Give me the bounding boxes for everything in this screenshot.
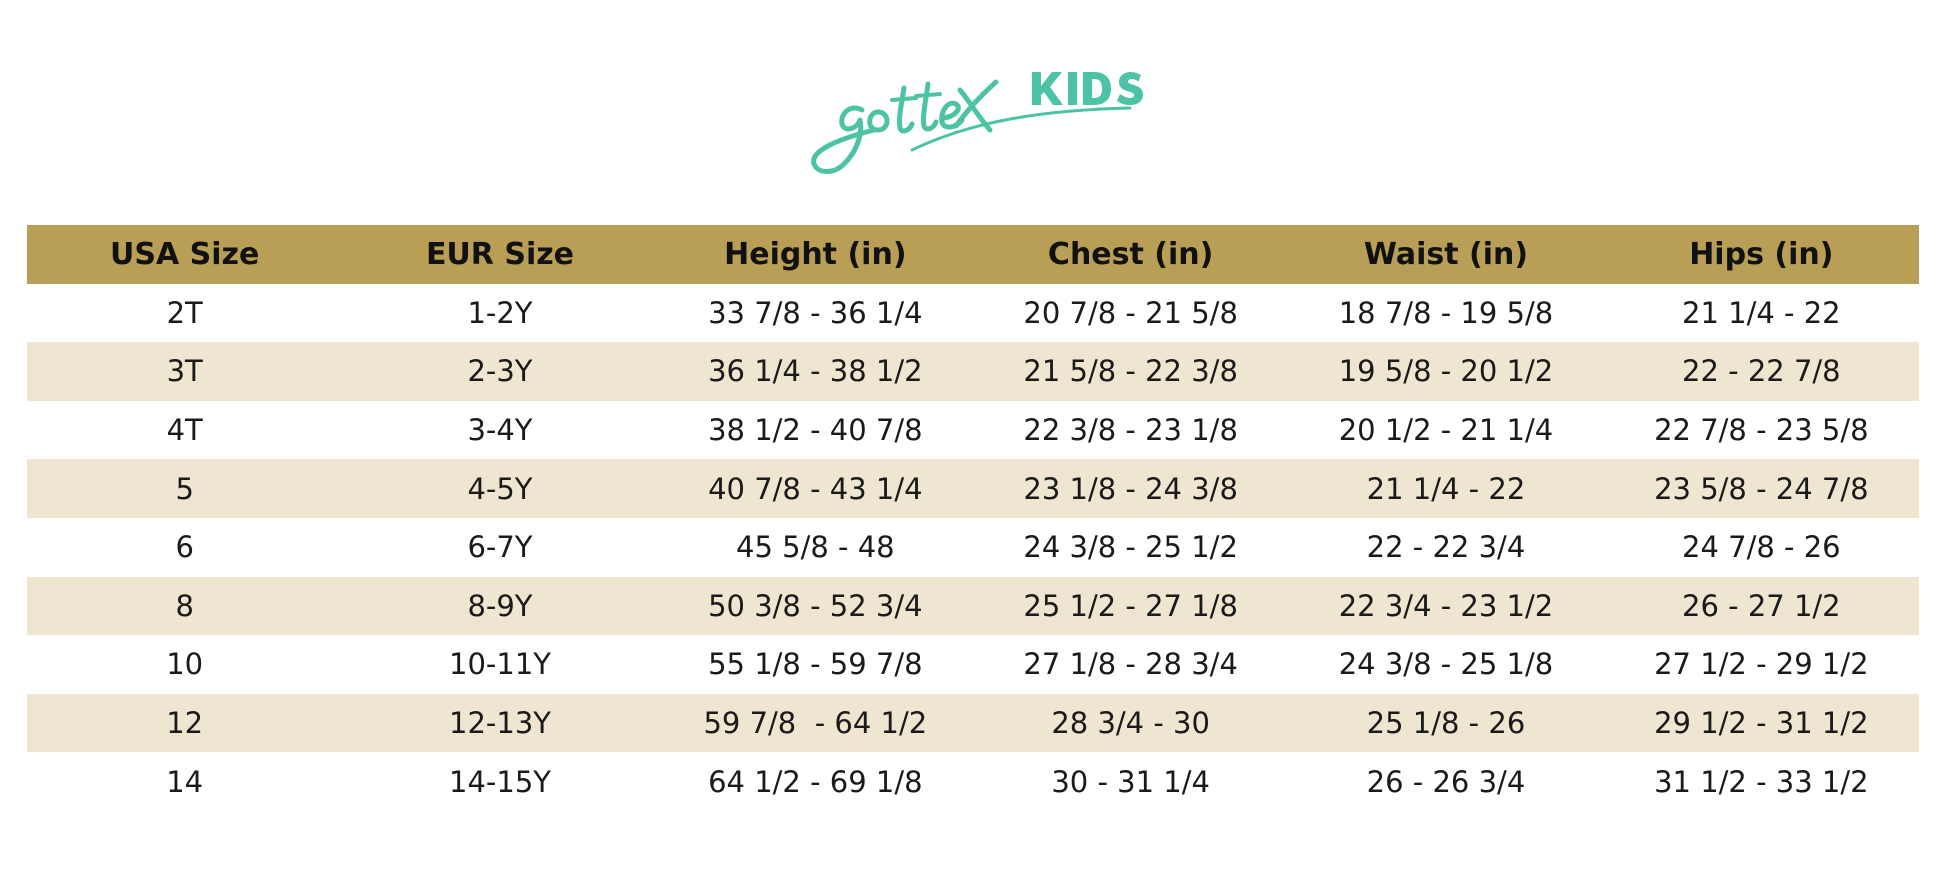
table-row	[27, 635, 1919, 694]
cell-usa-size: 8	[27, 577, 342, 636]
cell-height: 36 1/4 - 38 1/2	[658, 342, 973, 401]
cell-eur-size: 2-3Y	[342, 342, 657, 401]
cell-height: 64 1/2 - 69 1/8	[658, 752, 973, 811]
cell-eur-size: 8-9Y	[342, 577, 657, 636]
table-row	[27, 459, 1919, 518]
cell-eur-size: 12-13Y	[342, 694, 657, 753]
cell-height: 59 7/8 - 64 1/2	[658, 694, 973, 753]
cell-chest: 23 1/8 - 24 3/8	[973, 459, 1288, 518]
cell-hips: 31 1/2 - 33 1/2	[1604, 752, 1919, 811]
cell-usa-size: 3T	[27, 342, 342, 401]
cell-waist: 22 3/4 - 23 1/2	[1288, 577, 1603, 636]
cell-chest: 27 1/8 - 28 3/4	[973, 635, 1288, 694]
header-eur-size: EUR Size	[342, 225, 657, 284]
table-row	[27, 284, 1919, 343]
cell-chest: 20 7/8 - 21 5/8	[973, 284, 1288, 343]
cell-waist: 21 1/4 - 22	[1288, 459, 1603, 518]
cell-waist: 19 5/8 - 20 1/2	[1288, 342, 1603, 401]
header-row	[27, 225, 1919, 284]
cell-hips: 27 1/2 - 29 1/2	[1604, 635, 1919, 694]
cell-hips: 22 7/8 - 23 5/8	[1604, 401, 1919, 460]
table-row	[27, 401, 1919, 460]
header-usa-size: USA Size	[27, 225, 342, 284]
cell-waist: 25 1/8 - 26	[1288, 694, 1603, 753]
table-row	[27, 694, 1919, 753]
cell-usa-size: 10	[27, 635, 342, 694]
header-chest: Chest (in)	[973, 225, 1288, 284]
cell-height: 50 3/8 - 52 3/4	[658, 577, 973, 636]
cell-height: 38 1/2 - 40 7/8	[658, 401, 973, 460]
cell-chest: 21 5/8 - 22 3/8	[973, 342, 1288, 401]
cell-chest: 30 - 31 1/4	[973, 752, 1288, 811]
header-hips: Hips (in)	[1604, 225, 1919, 284]
table-row	[27, 342, 1919, 401]
table-header	[27, 225, 1919, 284]
table-body	[27, 284, 1919, 811]
cell-eur-size: 3-4Y	[342, 401, 657, 460]
cell-hips: 21 1/4 - 22	[1604, 284, 1919, 343]
cell-height: 55 1/8 - 59 7/8	[658, 635, 973, 694]
cell-height: 33 7/8 - 36 1/4	[658, 284, 973, 343]
cell-chest: 24 3/8 - 25 1/2	[973, 518, 1288, 577]
cell-hips: 23 5/8 - 24 7/8	[1604, 459, 1919, 518]
cell-usa-size: 4T	[27, 401, 342, 460]
cell-waist: 18 7/8 - 19 5/8	[1288, 284, 1603, 343]
cell-usa-size: 6	[27, 518, 342, 577]
cell-height: 40 7/8 - 43 1/4	[658, 459, 973, 518]
cell-usa-size: 12	[27, 694, 342, 753]
header-height: Height (in)	[658, 225, 973, 284]
cell-waist: 26 - 26 3/4	[1288, 752, 1603, 811]
cell-hips: 29 1/2 - 31 1/2	[1604, 694, 1919, 753]
cell-height: 45 5/8 - 48	[658, 518, 973, 577]
cell-chest: 22 3/8 - 23 1/8	[973, 401, 1288, 460]
cell-hips: 26 - 27 1/2	[1604, 577, 1919, 636]
cell-eur-size: 6-7Y	[342, 518, 657, 577]
table-row	[27, 752, 1919, 811]
cell-eur-size: 1-2Y	[342, 284, 657, 343]
table-row	[27, 577, 1919, 636]
cell-hips: 24 7/8 - 26	[1604, 518, 1919, 577]
cell-hips: 22 - 22 7/8	[1604, 342, 1919, 401]
cell-waist: 22 - 22 3/4	[1288, 518, 1603, 577]
gottex-kids-logo	[800, 68, 1150, 188]
cell-usa-size: 14	[27, 752, 342, 811]
cell-waist: 24 3/8 - 25 1/8	[1288, 635, 1603, 694]
table-row	[27, 518, 1919, 577]
brand-logo	[800, 68, 1150, 188]
cell-waist: 20 1/2 - 21 1/4	[1288, 401, 1603, 460]
cell-eur-size: 10-11Y	[342, 635, 657, 694]
cell-usa-size: 2T	[27, 284, 342, 343]
cell-eur-size: 4-5Y	[342, 459, 657, 518]
size-chart-table	[27, 225, 1919, 811]
cell-usa-size: 5	[27, 459, 342, 518]
cell-eur-size: 14-15Y	[342, 752, 657, 811]
cell-chest: 28 3/4 - 30	[973, 694, 1288, 753]
header-waist: Waist (in)	[1288, 225, 1603, 284]
cell-chest: 25 1/2 - 27 1/8	[973, 577, 1288, 636]
